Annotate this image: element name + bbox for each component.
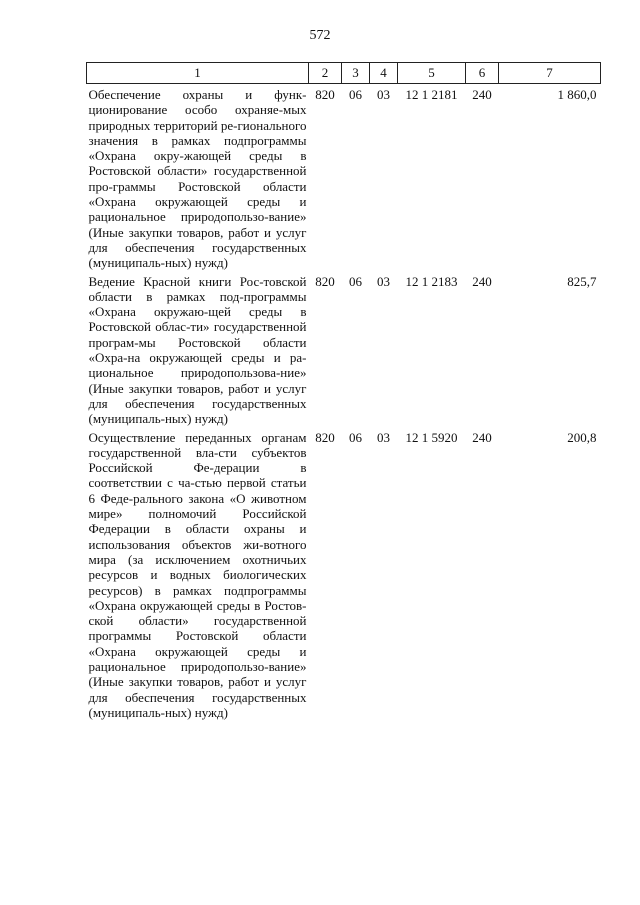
row-amount: 200,8	[567, 429, 597, 445]
header-col-6: 6	[466, 63, 499, 84]
row-expense-type: 240	[472, 87, 492, 102]
header-col-5: 5	[398, 63, 466, 84]
header-col-3: 3	[342, 63, 370, 84]
row-target-article: 12 1 5920	[405, 429, 458, 445]
table-row	[87, 427, 601, 721]
header-col-2: 2	[309, 63, 342, 84]
row-amount: 825,7	[567, 273, 597, 289]
header-row	[87, 63, 601, 84]
row-section: 06	[349, 87, 362, 102]
row-subsection: 03	[377, 87, 390, 102]
budget-table	[86, 62, 601, 720]
row-admin-code: 820	[315, 273, 335, 289]
row-target-article: 12 1 2183	[405, 273, 458, 289]
header-col-4: 4	[370, 63, 398, 84]
row-section: 06	[349, 429, 362, 445]
row-expense-type: 240	[472, 429, 492, 445]
row-description: Обеспечение охраны и функ-ционирование особо охраняе-мых природных территорий ре-гионального значения в рамках подпрограммы «Охрана окру-жающей среды в Ростовской области» государственной про-граммы Ростовской области «Охрана окружающей среды и рациональное природопользо-вание» (Иные закупки товаров, работ и услуг для обеспечения государственных (муниципаль-ных) нужд)	[88, 87, 307, 271]
row-admin-code: 820	[315, 87, 335, 102]
row-subsection: 03	[377, 273, 390, 289]
header-col-1: 1	[87, 63, 309, 84]
table-row	[87, 271, 601, 427]
row-target-article: 12 1 2181	[405, 87, 458, 102]
row-section: 06	[349, 273, 362, 289]
row-amount: 1 860,0	[557, 87, 597, 102]
row-admin-code: 820	[315, 429, 335, 445]
table-row	[87, 84, 601, 271]
row-expense-type: 240	[472, 273, 492, 289]
header-col-7: 7	[499, 63, 601, 84]
row-subsection: 03	[377, 429, 390, 445]
page-number: 572	[309, 28, 331, 43]
row-description: Осуществление переданных органам государственной вла-сти субъектов Российской Фе-дерации в соответствии с ча-стью первой статьи 6 Феде-рального закона «О животном мире» полномочий Российской Федерации в области охраны и использования объектов жи-вотного мира (за исключением охотничьих ресурсов и водных биологических ресурсов) в рамках подпрограммы «Охрана окружающей среды в Ростов-ской области» государственной программы Ростовской области «Охрана окружающей среды и рациональное природопользо-вание» (Иные закупки товаров, работ и услуг для обеспечения государственных (муниципаль-ных) нужд)	[88, 429, 307, 720]
row-description: Ведение Красной книги Рос-товской области в рамках под-программы «Охрана окружаю-щей среды в Ростовской облас-ти» государственной програм-мы Ростовской области «Охра-на окружающей среды и ра-циональное природопользова-ние» (Иные закупки товаров, работ и услуг для обеспечения государственных (муниципаль-ных) нужд)	[88, 273, 307, 427]
